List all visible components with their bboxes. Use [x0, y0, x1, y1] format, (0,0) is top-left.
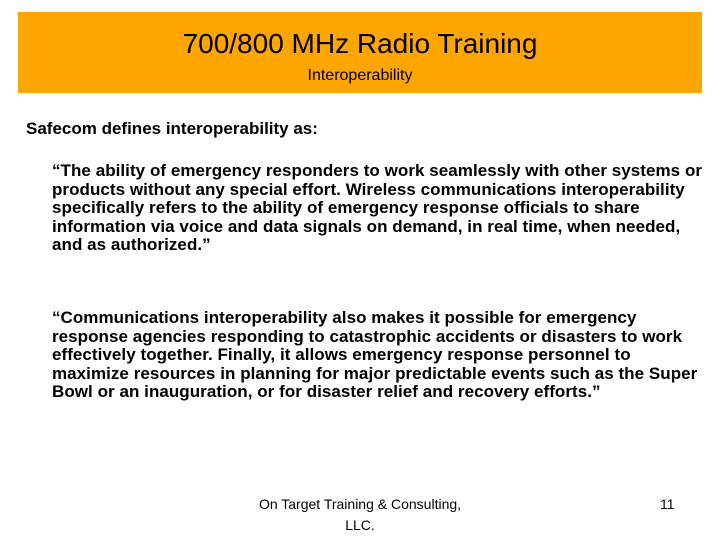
- definition-quote: “The ability of emergency responders to work seamlessly with other systems or products without any special effort. Wireless communications interoperability specifically refers to the ability of emergency response officials to share information via voice and data signals on demand, in real time, when needed, and as authorized.”: [52, 161, 703, 255]
- title-banner: [18, 12, 702, 93]
- interoperability-quote: “Communications interoperability also makes it possible for emergency response agencies responding to catastrophic accidents or disasters to work effectively together. Finally, it allows emergency response personnel to maximize resources in planning for major predictable events such as the Super Bowl or an inauguration, or for disaster relief and recovery efforts.”: [52, 308, 698, 402]
- page-number: 11: [660, 496, 675, 512]
- slide-title: 700/800 MHz Radio Training: [182, 28, 538, 59]
- slide-subtitle: Interoperability: [307, 67, 413, 84]
- intro-text: Safecom defines interoperability as:: [26, 119, 318, 138]
- footer-company: On Target Training & Consulting, LLC.: [258, 496, 462, 533]
